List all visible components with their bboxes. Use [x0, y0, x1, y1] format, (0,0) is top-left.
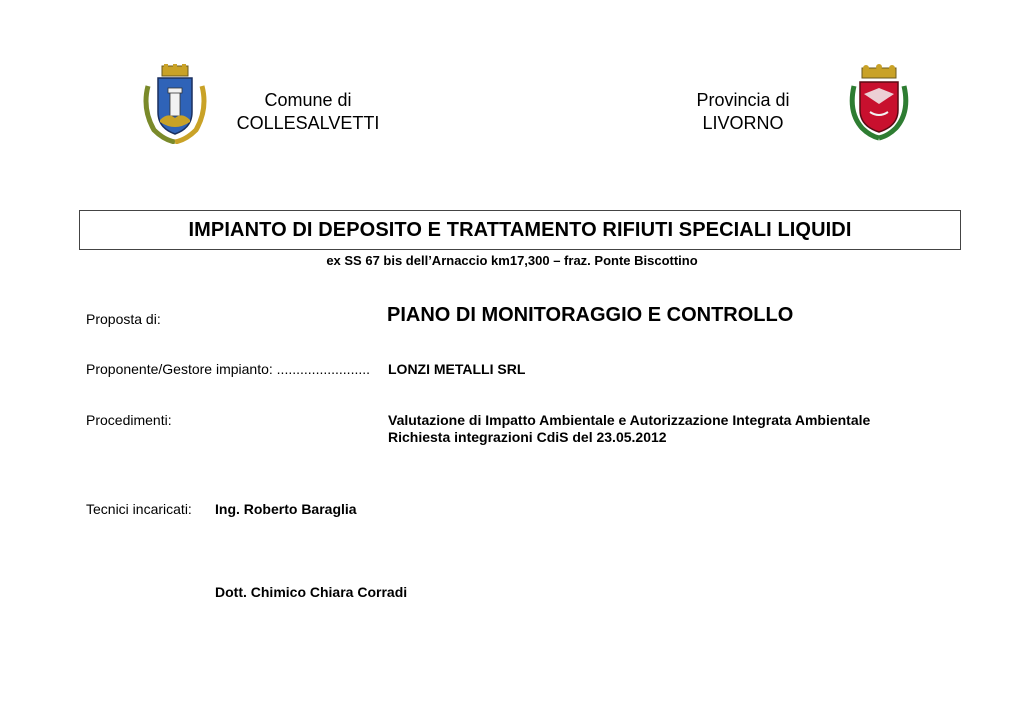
- proponente-label: Proponente/Gestore impianto: ........................: [86, 361, 371, 377]
- proposta-label: Proposta di:: [86, 311, 161, 327]
- livorno-coat-of-arms: [848, 64, 910, 142]
- document-title-box: [79, 210, 961, 250]
- proponente-value: LONZI METALLI SRL: [388, 361, 526, 377]
- collesalvetti-coat-of-arms: [140, 64, 210, 144]
- proposta-value: PIANO DI MONITORAGGIO E CONTROLLO: [387, 304, 794, 326]
- tecnici-label: Tecnici incaricati:: [86, 501, 192, 517]
- tecnico-name: Dott. Chimico Chiara Corradi: [215, 584, 408, 600]
- location-subtitle: ex SS 67 bis dell’Arnaccio km17,300 – fraz. Ponte Biscottino: [326, 253, 698, 268]
- procedimenti-label: Procedimenti:: [86, 412, 172, 428]
- document-title: IMPIANTO DI DEPOSITO E TRATTAMENTO RIFIUTI SPECIALI LIQUIDI: [188, 218, 852, 241]
- tecnico-name: Ing. Roberto Baraglia: [215, 501, 357, 517]
- provincia-header: [664, 89, 822, 135]
- comune-header: [214, 89, 402, 135]
- provincia-name: LIVORNO: [702, 113, 784, 133]
- procedimenti-line-1: Valutazione di Impatto Ambientale e Autorizzazione Integrata Ambientale: [388, 412, 871, 428]
- provincia-label: Provincia di: [696, 90, 790, 110]
- comune-name: COLLESALVETTI: [236, 113, 380, 133]
- procedimenti-line-2: Richiesta integrazioni CdiS del 23.05.2012: [388, 429, 667, 445]
- comune-label: Comune di: [264, 90, 352, 110]
